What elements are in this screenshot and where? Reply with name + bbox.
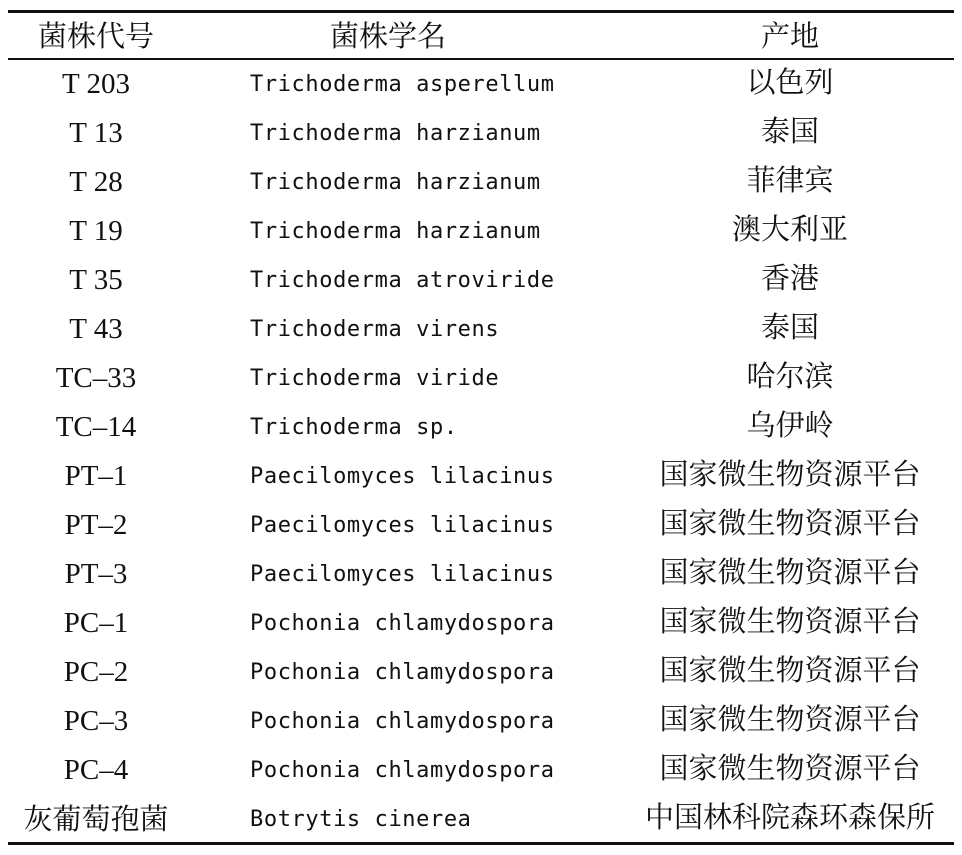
strain-code: PT–3: [64, 558, 128, 590]
table-row: [8, 158, 954, 207]
origin: 泰国: [760, 310, 819, 344]
scientific-name: Paecilomyces lilacinus: [250, 464, 555, 489]
table-row: [8, 550, 954, 599]
table-row: [8, 207, 954, 256]
strain-code: T 203: [62, 68, 130, 100]
strain-code: PC–1: [63, 607, 129, 639]
scientific-name: Trichoderma asperellum: [250, 72, 555, 97]
header-strain-code: 菌株代号: [37, 19, 154, 53]
strain-code: 灰葡萄孢菌: [23, 802, 169, 836]
scientific-name: Paecilomyces lilacinus: [250, 513, 555, 538]
strain-code: PT–1: [64, 460, 128, 492]
table-row: [8, 648, 954, 697]
table-row: [8, 452, 954, 501]
table-row: [8, 305, 954, 354]
scientific-name: Paecilomyces lilacinus: [250, 562, 555, 587]
table-row: [8, 256, 954, 305]
scientific-name: Pochonia chlamydospora: [250, 611, 555, 636]
strain-code: TC–33: [55, 362, 137, 394]
origin: 泰国: [760, 114, 819, 148]
origin: 国家微生物资源平台: [659, 702, 921, 736]
header-scientific-name: 菌株学名: [329, 19, 446, 53]
origin: 国家微生物资源平台: [659, 604, 921, 638]
origin: 国家微生物资源平台: [659, 457, 921, 491]
table-row: [8, 354, 954, 403]
strain-code: PC–2: [63, 656, 129, 688]
scientific-name: Trichoderma virens: [250, 317, 500, 342]
origin: 国家微生物资源平台: [659, 555, 921, 589]
origin: 中国林科院森环森保所: [644, 800, 935, 834]
table-row: [8, 501, 954, 550]
origin: 哈尔滨: [746, 359, 834, 393]
scientific-name: Trichoderma harzianum: [250, 121, 541, 146]
table-row: [8, 746, 954, 795]
strain-code: T 28: [69, 166, 123, 198]
table-row: [8, 795, 954, 844]
scientific-name: Pochonia chlamydospora: [250, 758, 555, 783]
strain-code: PC–3: [63, 705, 129, 737]
scientific-name: Trichoderma sp.: [250, 415, 458, 440]
strain-code: T 43: [69, 313, 123, 345]
origin: 国家微生物资源平台: [659, 751, 921, 785]
origin: 国家微生物资源平台: [659, 506, 921, 540]
origin: 乌伊岭: [746, 408, 834, 442]
table-row: [8, 697, 954, 746]
scientific-name: Trichoderma harzianum: [250, 170, 541, 195]
scientific-name: Trichoderma harzianum: [250, 219, 541, 244]
origin: 澳大利亚: [731, 212, 848, 246]
scientific-name: Pochonia chlamydospora: [250, 709, 555, 734]
table-row: [8, 109, 954, 158]
header-origin: 产地: [760, 19, 819, 53]
scientific-name: Trichoderma atroviride: [250, 268, 555, 293]
table-row: [8, 599, 954, 648]
bottom-rule: [8, 842, 954, 845]
table-row: [8, 403, 954, 452]
table-header: [8, 13, 954, 58]
origin: 菲律宾: [746, 163, 834, 197]
origin: 国家微生物资源平台: [659, 653, 921, 687]
table-row: [8, 60, 954, 109]
strain-code: T 35: [69, 264, 123, 296]
strain-code: PC–4: [63, 754, 129, 786]
strain-code: PT–2: [64, 509, 128, 541]
origin: 香港: [760, 261, 819, 295]
table-body: [8, 60, 954, 844]
scientific-name: Pochonia chlamydospora: [250, 660, 555, 685]
scientific-name: Botrytis cinerea: [250, 807, 472, 832]
origin: 以色列: [746, 65, 834, 99]
scientific-name: Trichoderma viride: [250, 366, 500, 391]
strain-code: T 13: [69, 117, 123, 149]
strain-code: T 19: [69, 215, 123, 247]
strain-code: TC–14: [55, 411, 137, 443]
